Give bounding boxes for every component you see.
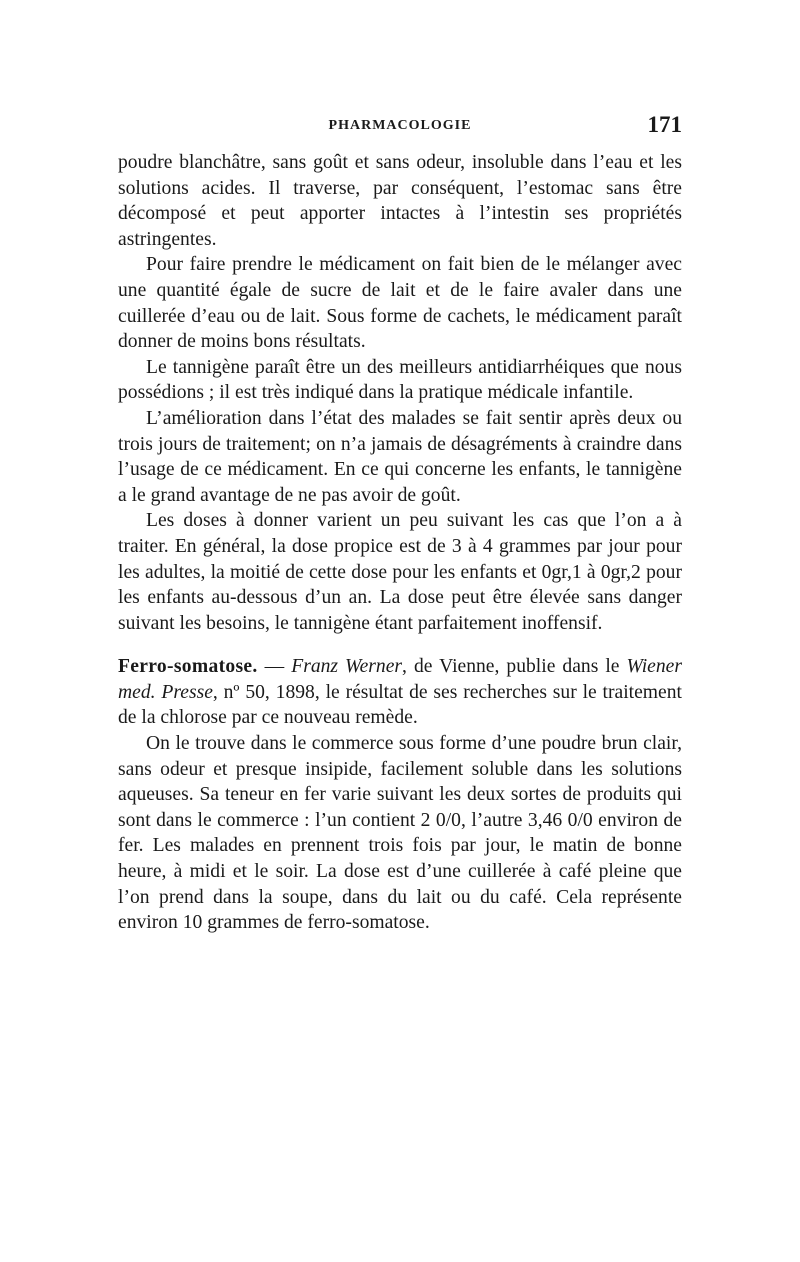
paragraph-antidiarrheic: Le tannigène paraît être un des meilleurs antidiarrhéiques que nous possédions ; il est très indiqué dans la pratique médicale infantile. [118,356,682,404]
paragraph-administration: Pour faire prendre le médicament on fait bien de le mélanger avec une quantité égale de sucre de lait et de le faire avaler dans une cuillerée d’eau ou de lait. Sous forme de cachets, le médicament paraît donner de moins bons résultats. [118,254,682,353]
paragraph-doses: Les doses à donner varient un peu suivant les cas que l’on a à traiter. En général, la dose propice est de 3 à 4 grammes par jour pour les adultes, la moitié de cette dose pour les enfants et 0gr,1 à 0gr,2 pour les enfants au-dessous d’un an. La dose peut être élevée sans danger suivant les besoins, le tannigène étant parfaitement inoffensif. [118,510,682,634]
paragraph-ferro-somatose: On le trouve dans le commerce sous forme d’une poudre brun clair, sans odeur et presque insipide, facilement soluble dans les solutions aqueuses. Sa teneur en fer varie suivant les deux sortes de produits qui sont dans le commerce : l’un contient 2 0/0, l’autre 3,46 0/0 environ de fer. Les malades en prennent trois fois par jour, le matin de bonne heure, à midi et le soir. La dose est d’une cuillerée à café pleine que l’on prend dans la soupe, dans du lait ou du café. Cela représente environ 10 grammes de ferro-somatose. [118,733,682,934]
body-text [118,150,682,936]
page-number: 171 [647,112,682,137]
running-head [118,112,682,142]
section-title: Ferro-somatose. [118,656,258,678]
paragraph-improvement: L’amélioration dans l’état des malades se fait sentir après deux ou trois jours de traitement; on n’a jamais de désagréments à craindre dans l’usage de ce médicament. En ce qui concerne les enfants, le tannigène a le grand avantage de ne pas avoir de goût. [118,407,682,506]
section-dash: — [257,656,292,678]
journal-name: Wiener med. Presse [118,656,682,703]
running-title: PHARMACOLOGIE [328,118,472,133]
author-name: Franz Werner [291,656,403,678]
section-intro-text-2: , nº 50, 1898, le résultat de ses recherches sur le traitement de la chlorose par ce nouveau remède. [118,681,682,729]
paragraph-continuation: poudre blanchâtre, sans goût et sans odeur, insoluble dans l’eau et les solutions acides. Il traverse, par conséquent, l’estomac sans être décomposé et peut apporter intactes à l’intestin ses propriétés astringentes. [118,152,682,250]
section-intro-paragraph [118,654,682,731]
section-intro-text-1: , de Vienne, publie dans le [402,656,627,678]
